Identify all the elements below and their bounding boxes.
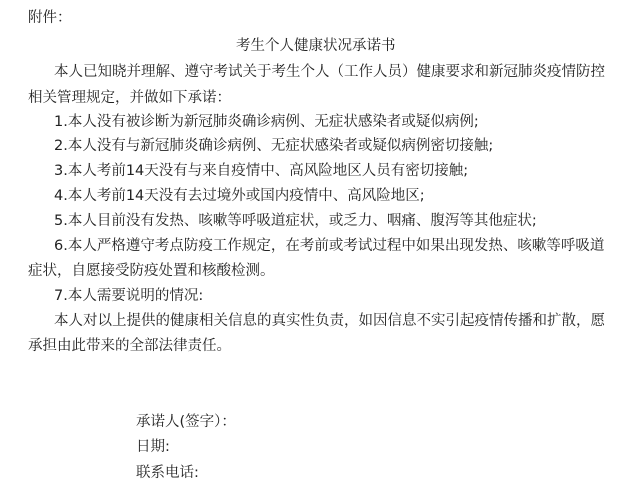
intro-line-1: 本人已知晓并理解、遵守考试关于考生个人（工作人员）健康要求和新冠肺炎疫情防控 xyxy=(54,64,605,80)
phone-label: 联系电话: xyxy=(136,465,199,481)
date-label: 日期: xyxy=(136,439,170,455)
pledge-item-6: 6.本人严格遵守考点防疫工作规定，在考前或考试过程中如果出现发热、咳嗽等呼吸道 xyxy=(54,238,605,254)
pledge-item-3: 3.本人考前14天没有与来自疫情中、高风险地区人员有密切接触; xyxy=(54,163,469,179)
pledge-item-7: 7.本人需要说明的情况: xyxy=(54,288,204,304)
intro-line-2: 相关管理规定，并做如下承诺： xyxy=(28,90,231,106)
signer-label: 承诺人(签字）： xyxy=(136,414,236,430)
pledge-item-2: 2.本人没有与新冠肺炎确诊病例、无症状感染者或疑似病例密切接触; xyxy=(54,138,494,154)
closing-line-1: 本人对以上提供的健康相关信息的真实性负责，如因信息不实引起疫情传播和扩散，愿 xyxy=(54,313,605,329)
pledge-item-5: 5.本人目前没有发热、咳嗽等呼吸道症状，或乏力、咽痛、腹泻等其他症状; xyxy=(54,213,537,229)
pledge-item-6-continued: 症状，自愿接受防疫处置和核酸检测。 xyxy=(28,263,275,279)
pledge-item-1: 1.本人没有被诊断为新冠肺炎确诊病例、无症状感染者或疑似病例; xyxy=(54,114,479,130)
pledge-item-4: 4.本人考前14天没有去过境外或国内疫情中、高风险地区; xyxy=(54,188,425,204)
closing-line-2: 承担由此带来的全部法律责任。 xyxy=(28,338,231,354)
document-title: 考生个人健康状况承诺书 xyxy=(236,38,396,54)
attachment-label: 附件： xyxy=(28,10,72,26)
